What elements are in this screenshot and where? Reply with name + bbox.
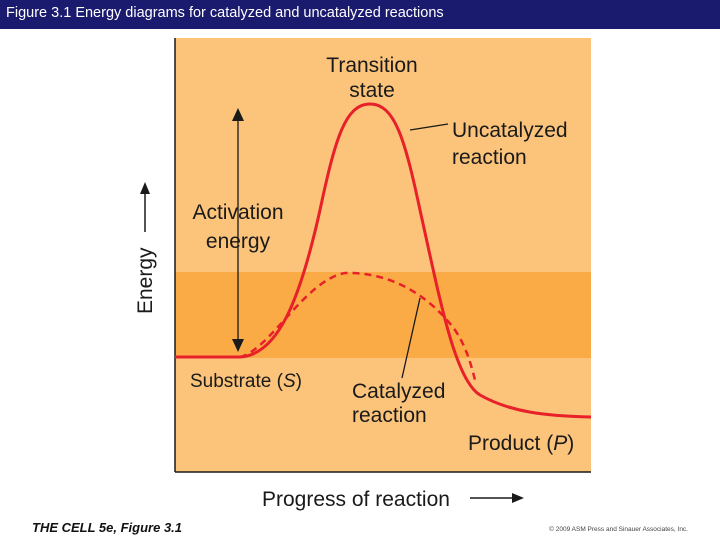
uncatalyzed-label-line1: Uncatalyzed [452, 119, 568, 142]
activation-energy-label-line2: energy [205, 230, 271, 253]
y-axis-arrow-head-icon [140, 182, 150, 194]
y-axis-label: Energy [134, 247, 157, 314]
source-citation: THE CELL 5e, Figure 3.1 [32, 520, 183, 535]
figure-title: Figure 3.1 Energy diagrams for catalyzed and uncatalyzed reactions [6, 5, 444, 21]
x-axis-arrow-head-icon [512, 493, 524, 503]
uncatalyzed-label-line2: reaction [452, 146, 527, 169]
x-axis-label: Progress of reaction [262, 488, 450, 511]
product-label: Product (P) [468, 432, 575, 455]
substrate-label: Substrate (S) [190, 371, 302, 392]
activation-energy-label-line1: Activation [192, 201, 284, 224]
transition-state-label-line2: state [349, 79, 395, 102]
catalyzed-label-line2: reaction [352, 404, 427, 427]
transition-state-label-line1: Transition [326, 54, 418, 77]
copyright-notice: © 2009 ASM Press and Sinauer Associates, Inc. [549, 526, 688, 533]
catalyzed-label-line1: Catalyzed [352, 380, 446, 403]
